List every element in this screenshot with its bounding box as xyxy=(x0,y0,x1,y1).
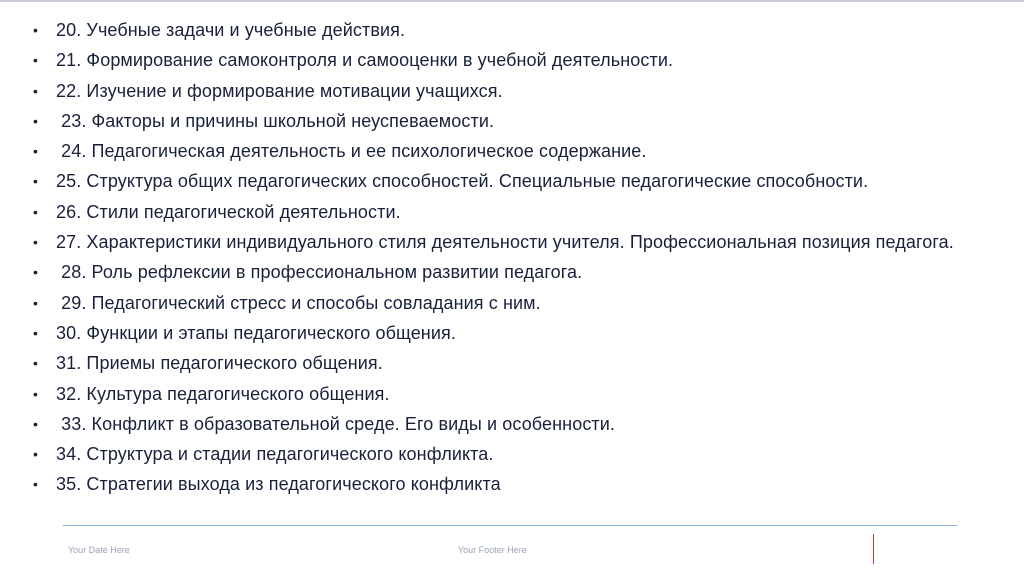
list-item xyxy=(31,348,991,378)
footer-divider xyxy=(63,525,957,526)
bullet-icon: • xyxy=(33,264,39,281)
topic-list xyxy=(31,15,991,500)
bullet-icon: • xyxy=(33,415,39,432)
footer-text: Your Footer Here xyxy=(458,545,527,555)
list-item xyxy=(31,197,991,227)
list-item xyxy=(31,45,991,75)
list-item xyxy=(31,318,991,348)
bullet-icon: • xyxy=(33,52,39,69)
bullet-icon: • xyxy=(33,112,39,129)
list-item-text: 20. Учебные задачи и учебные действия. xyxy=(56,20,406,40)
list-item-text: 27. Характеристики индивидуального стиля деятельности учителя. Профессиональная позиция педагога. xyxy=(56,232,954,253)
list-item xyxy=(31,136,991,166)
bullet-icon: • xyxy=(33,324,39,341)
list-item-text: 25. Структура общих педагогических способностей. Специальные педагогические способности. xyxy=(56,171,869,192)
list-item xyxy=(31,15,991,45)
bullet-icon: • xyxy=(33,446,39,463)
slide-content xyxy=(31,15,991,500)
footer-accent-line xyxy=(873,534,874,564)
bullet-icon: • xyxy=(33,355,39,372)
list-item xyxy=(31,166,991,196)
bullet-icon: • xyxy=(33,143,39,160)
bullet-icon: • xyxy=(33,385,39,402)
list-item xyxy=(31,257,991,287)
list-item xyxy=(31,76,991,106)
footer-date: Your Date Here xyxy=(68,545,130,555)
list-item-text: 26. Стили педагогической деятельности. xyxy=(56,201,401,222)
bullet-icon: • xyxy=(33,476,39,493)
list-item-text: 22. Изучение и формирование мотивации учащихся. xyxy=(56,80,503,101)
list-item-text: 21. Формирование самоконтроля и самооценки в учебной деятельности. xyxy=(56,50,674,71)
list-item-text: 31. Приемы педагогического общения. xyxy=(56,353,383,374)
bullet-icon: • xyxy=(33,203,39,220)
list-item-text: 24. Педагогическая деятельность и ее психологическое содержание. xyxy=(56,141,647,162)
list-item xyxy=(31,227,991,257)
list-item-text: 35. Стратегии выхода из педагогического конфликта xyxy=(56,474,501,495)
bullet-icon: • xyxy=(33,22,39,38)
list-item xyxy=(31,106,991,136)
list-item xyxy=(31,409,991,439)
list-item xyxy=(31,288,991,318)
bullet-icon: • xyxy=(33,173,39,190)
list-item xyxy=(31,439,991,469)
list-item-text: 29. Педагогический стресс и способы совладания с ним. xyxy=(56,292,541,313)
top-divider xyxy=(0,0,1024,2)
list-item-text: 28. Роль рефлексии в профессиональном развитии педагога. xyxy=(56,262,583,283)
list-item xyxy=(31,469,991,499)
list-item-text: 23. Факторы и причины школьной неуспеваемости. xyxy=(56,110,495,131)
list-item-text: 33. Конфликт в образовательной среде. Его виды и особенности. xyxy=(56,413,616,434)
list-item-text: 34. Структура и стадии педагогического конфликта. xyxy=(56,444,494,465)
list-item-text: 30. Функции и этапы педагогического общения. xyxy=(56,322,456,343)
bullet-icon: • xyxy=(33,294,39,311)
bullet-icon: • xyxy=(33,82,39,99)
list-item-text: 32. Культура педагогического общения. xyxy=(56,383,390,404)
bullet-icon: • xyxy=(33,234,39,251)
list-item xyxy=(31,379,991,409)
